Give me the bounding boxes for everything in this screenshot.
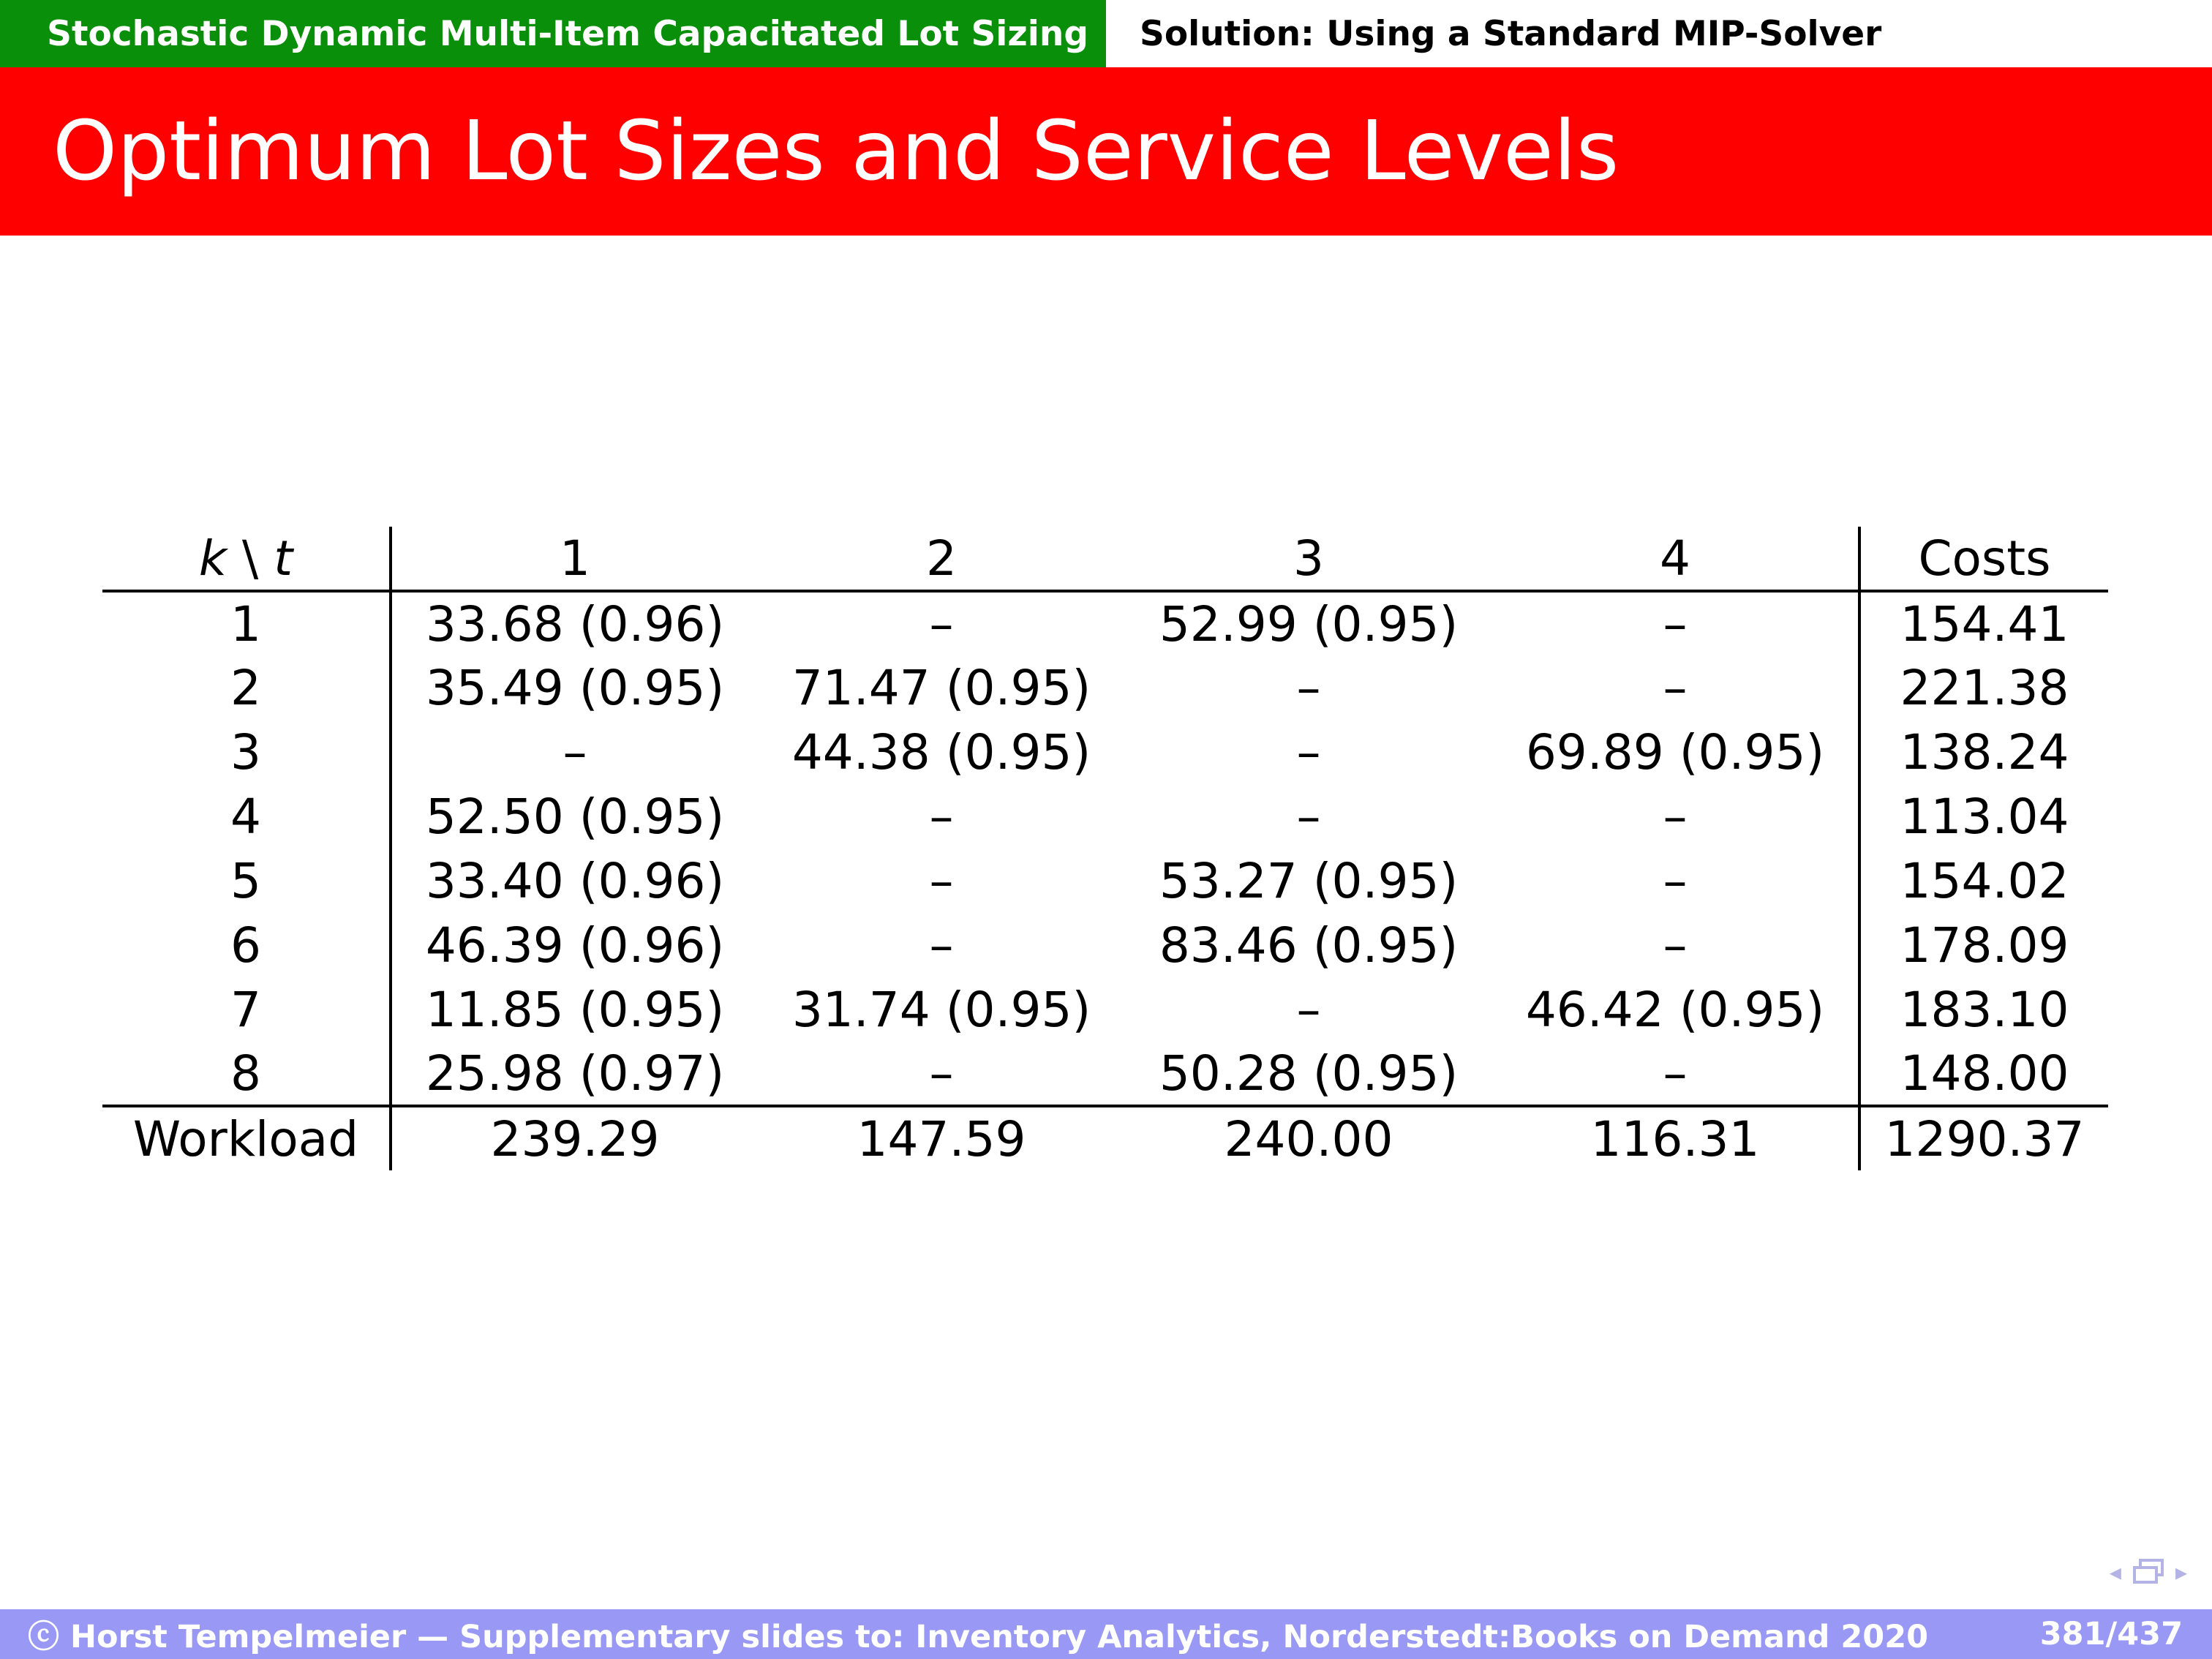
- footer-copyright: ⓒ Horst Tempelmeier — Supplementary slides to: Inventory Analytics, Norderstedt:Books on Demand 2020: [28, 1618, 1929, 1655]
- subsection-title[interactable]: Solution: Using a Standard MIP-Solver: [1106, 0, 2212, 67]
- frame-stack-icon[interactable]: [2132, 1559, 2165, 1585]
- table-cell: 53.27 (0.95): [1159, 852, 1459, 909]
- table-cell: 25.98 (0.97): [425, 1045, 725, 1102]
- workload-cell: 147.59: [758, 1106, 1125, 1170]
- table-cell: 52.50 (0.95): [425, 788, 725, 845]
- workload-row: [102, 1106, 2108, 1170]
- row-label: 4: [102, 784, 391, 849]
- workload-cell: 116.31: [1492, 1106, 1859, 1170]
- table-cell: –: [1296, 981, 1321, 1038]
- cost-cell: 113.04: [1900, 788, 2069, 845]
- table-cell: 50.28 (0.95): [1159, 1045, 1459, 1102]
- next-arrow-icon[interactable]: ▸: [2175, 1558, 2187, 1586]
- table-cell: 71.47 (0.95): [791, 659, 1091, 716]
- workload-cell: 240.00: [1125, 1106, 1492, 1170]
- table-row: [102, 1042, 2108, 1106]
- costs-header: Costs: [1859, 527, 2108, 591]
- table-cell: –: [1296, 723, 1321, 780]
- slide-navigation: [2110, 1558, 2187, 1586]
- cost-cell: 178.09: [1900, 917, 2069, 974]
- table-row: [102, 720, 2108, 784]
- table-cell: –: [929, 788, 954, 845]
- table-row: [102, 849, 2108, 913]
- row-label: 2: [102, 655, 391, 720]
- table-cell: –: [929, 917, 954, 974]
- table-row: [102, 591, 2108, 655]
- table-cell: 46.42 (0.95): [1492, 977, 1859, 1042]
- row-label: 1: [102, 591, 391, 655]
- column-header: 1: [391, 527, 758, 591]
- table-row: [102, 913, 2108, 977]
- table-cell: –: [1492, 849, 1859, 913]
- table-cell: 44.38 (0.95): [791, 723, 1091, 780]
- table-cell: 52.99 (0.95): [1159, 595, 1459, 652]
- footer-bar: [0, 1609, 2212, 1659]
- total-cost-cell: 1290.37: [1859, 1106, 2108, 1170]
- table-cell: 83.46 (0.95): [1159, 917, 1459, 974]
- table-cell: 11.85 (0.95): [425, 981, 725, 1038]
- row-label: 5: [102, 849, 391, 913]
- title-bar: [0, 67, 2212, 236]
- row-label: 3: [102, 720, 391, 784]
- cost-cell: 183.10: [1900, 981, 2069, 1038]
- table-cell: –: [1492, 655, 1859, 720]
- header-bar: [0, 0, 2212, 67]
- cost-cell: 154.02: [1900, 852, 2069, 909]
- table-cell: –: [929, 595, 954, 652]
- table-cell: 31.74 (0.95): [791, 981, 1091, 1038]
- corner-header: k \ t: [102, 527, 391, 591]
- column-header: 2: [758, 527, 1125, 591]
- page-number: 381/437: [2039, 1616, 2183, 1652]
- table-cell: –: [1492, 784, 1859, 849]
- table-cell: 33.68 (0.96): [425, 595, 725, 652]
- row-label: 8: [102, 1042, 391, 1106]
- table-cell: 33.40 (0.96): [425, 852, 725, 909]
- table-cell: –: [1296, 788, 1321, 845]
- table-row: [102, 784, 2108, 849]
- lot-size-table: [102, 527, 2108, 1170]
- table-cell: –: [563, 723, 587, 780]
- section-title[interactable]: Stochastic Dynamic Multi-Item Capacitated Lot Sizing: [0, 0, 1106, 67]
- cost-cell: 221.38: [1900, 659, 2069, 716]
- cost-cell: 154.41: [1900, 595, 2069, 652]
- table-cell: 35.49 (0.95): [425, 659, 725, 716]
- prev-arrow-icon[interactable]: ◂: [2109, 1558, 2121, 1586]
- workload-cell: 239.29: [391, 1106, 758, 1170]
- table-cell: –: [1296, 659, 1321, 716]
- page-title: Optimum Lot Sizes and Service Levels: [53, 104, 1620, 199]
- table-row: [102, 977, 2108, 1042]
- table-cell: –: [1492, 913, 1859, 977]
- workload-label: Workload: [102, 1106, 391, 1170]
- row-label: 7: [102, 977, 391, 1042]
- table-cell: 46.39 (0.96): [425, 917, 725, 974]
- cost-cell: 148.00: [1900, 1045, 2069, 1102]
- table-row: [102, 655, 2108, 720]
- row-label: 6: [102, 913, 391, 977]
- table-cell: –: [1492, 591, 1859, 655]
- column-header: 4: [1492, 527, 1859, 591]
- table-header-row: [102, 527, 2108, 591]
- table-cell: –: [929, 1045, 954, 1102]
- cost-cell: 138.24: [1900, 723, 2069, 780]
- table-cell: 69.89 (0.95): [1492, 720, 1859, 784]
- table-cell: –: [929, 852, 954, 909]
- column-header: 3: [1125, 527, 1492, 591]
- table-cell: –: [1492, 1042, 1859, 1106]
